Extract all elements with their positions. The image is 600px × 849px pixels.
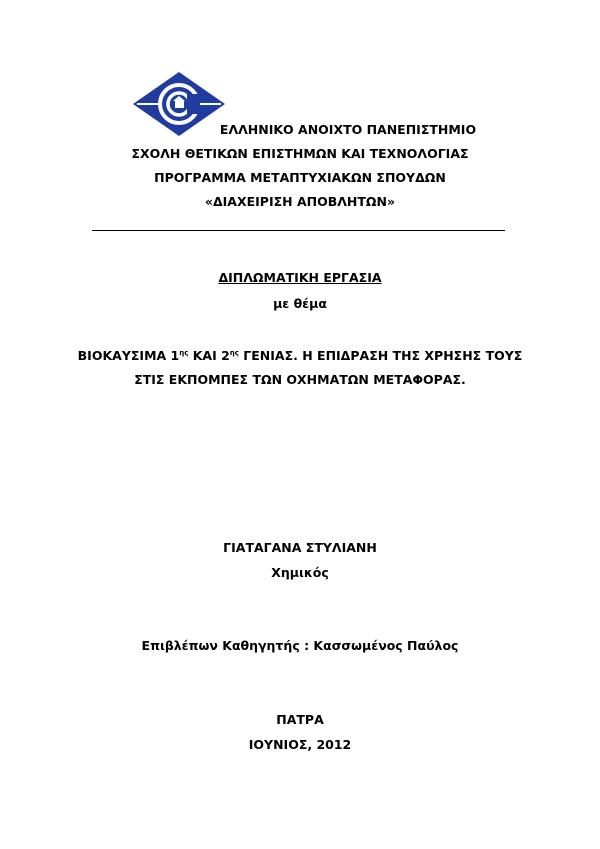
- title-part2: ΚΑΙ 2: [188, 348, 230, 363]
- school-name: ΣΧΟΛΗ ΘΕΤΙΚΩΝ ΕΠΙΣΤΗΜΩΝ ΚΑΙ ΤΕΧΝΟΛΟΓΙΑΣ: [131, 146, 469, 161]
- supervisor: Επιβλέπων Καθηγητής : Κασσωμένος Παύλος: [141, 638, 459, 653]
- thesis-heading-text: ΔΙΠΛΩΜΑΤΙΚΗ ΕΡΓΑΣΙΑ: [218, 270, 382, 285]
- title-sup1: ης: [179, 349, 189, 357]
- title-part3: ΓΕΝΙΑΣ. Η ΕΠΙΔΡΑΣΗ ΤΗΣ ΧΡΗΣΗΣ ΤΟΥΣ: [238, 348, 523, 363]
- university-name: ΕΛΛΗΝΙΚΟ ΑΝΟΙΧΤΟ ΠΑΝΕΠΙΣΤΗΜΙΟ: [219, 122, 477, 137]
- thesis-title-line1: [0, 345, 600, 364]
- subject-label: με θέμα: [273, 296, 327, 311]
- thesis-title-line2: ΣΤΙΣ ΕΚΠΟΜΠΕΣ ΤΩΝ ΟΧΗΜΑΤΩΝ ΜΕΤΑΦΟΡΑΣ.: [134, 372, 466, 387]
- title-part1: ΒΙΟΚΑΥΣΙΜΑ 1: [77, 348, 180, 363]
- date: ΙΟΥΝΙΟΣ, 2012: [248, 737, 352, 752]
- thesis-heading: [0, 270, 600, 286]
- program-name: ΠΡΟΓΡΑΜΜΑ ΜΕΤΑΠΤΥΧΙΑΚΩΝ ΣΠΟΥΔΩΝ: [154, 170, 446, 185]
- author-profession: Χημικός: [271, 565, 329, 580]
- author-name: ΓΙΑΤΑΓΑΝΑ ΣΤΥΛΙΑΝΗ: [223, 540, 377, 555]
- divider: [92, 230, 505, 231]
- title-sup2: ης: [229, 349, 239, 357]
- specialization-name: «ΔΙΑΧΕΙΡΙΣΗ ΑΠΟΒΛΗΤΩΝ»: [204, 194, 396, 209]
- city: ΠΑΤΡΑ: [276, 712, 324, 727]
